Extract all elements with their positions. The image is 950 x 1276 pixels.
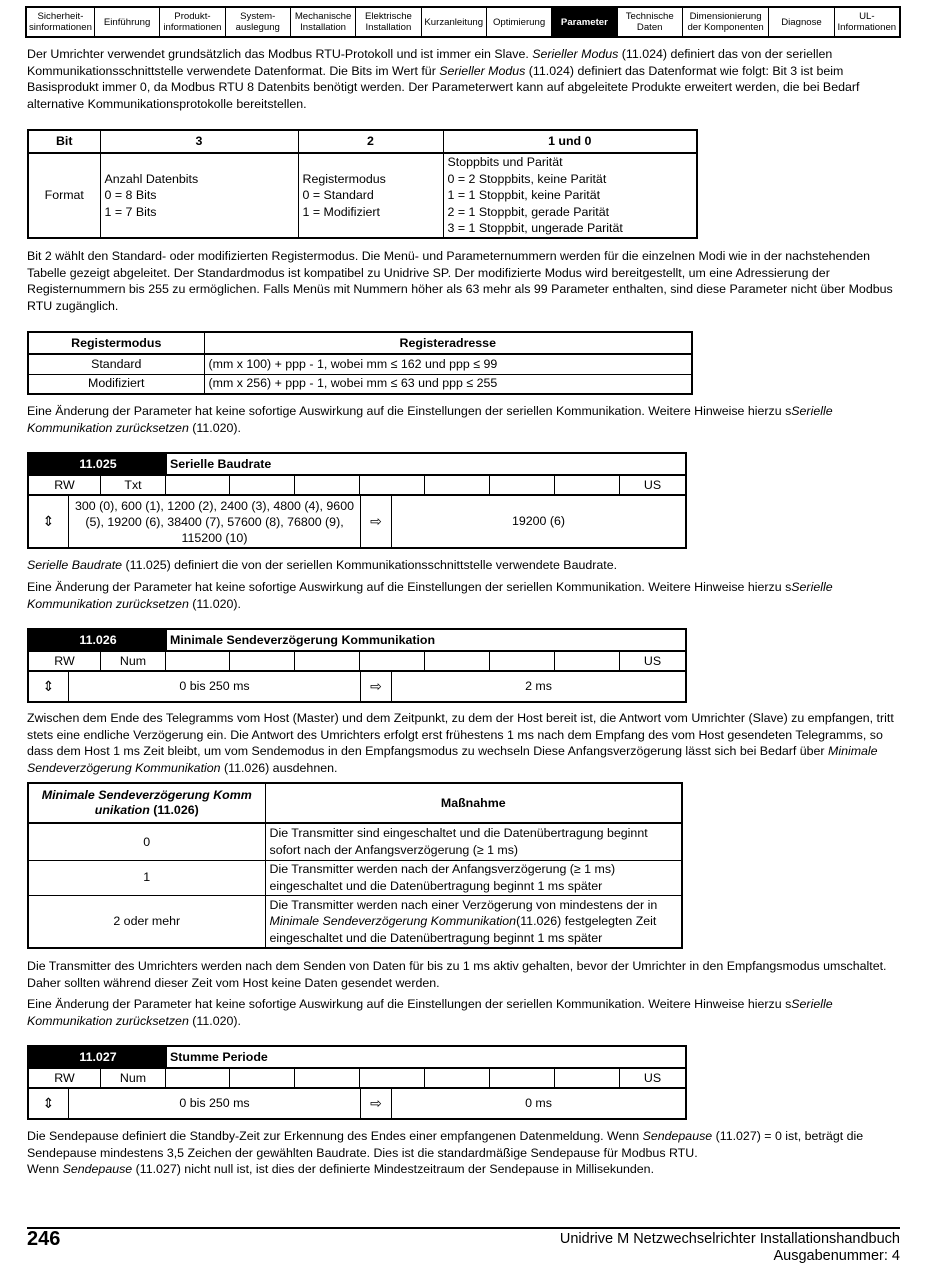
table-cell: Modifiziert [28,374,204,394]
note-paragraph [27,996,902,1029]
param-ref: Serieller Modus [532,47,619,61]
table-cell: 1 [28,860,265,895]
attr-cell [360,652,425,670]
default-arrow-icon: ⇨ [361,1089,392,1118]
nav-tab[interactable]: Kurzanleitung [422,8,487,36]
nav-tab[interactable]: Elektrische Installation [356,8,421,36]
range-icon: ⇕ [29,1089,69,1118]
note-paragraph [27,403,902,436]
param-ref: Sendepause [62,1162,133,1177]
attr-cell: Txt [101,476,166,494]
table-header: 3 [100,130,298,153]
cell-line: Registermodus [302,171,386,186]
cell-line: 1 = Modifiziert [302,204,380,219]
register-table [27,331,693,395]
attr-cell [230,476,295,494]
attr-cell [425,476,490,494]
attr-cell: RW [29,1069,101,1087]
table-row [28,374,692,394]
attr-cell [360,476,425,494]
text: Wenn [27,1162,63,1177]
text: (11.020). [188,420,241,435]
bit3-cell [100,153,298,238]
range-icon: ⇕ [29,496,69,547]
parameter-number: 11.026 [29,630,167,650]
attr-cell [555,476,620,494]
attr-cell [555,652,620,670]
attr-cell [166,476,230,494]
page-number: 246 [27,1228,61,1250]
nav-tab[interactable]: Diagnose [769,8,834,36]
parameter-attributes [29,652,685,672]
table-row [28,895,682,948]
table-header: 2 [298,130,443,153]
table-row [28,860,682,895]
nav-tab[interactable]: Mechanische Installation [291,8,356,36]
text: Zwischen dem Ende des Telegramms vom Host (Master) und dem Zeitpunkt, zu dem der Host bereit ist, die Antwort vom Umrichter (Slave) zu empfangen, tritt stets eine endliche Verzögerung ein. Die Antwort des Umrichters erfolgt erst frühestens 1 ms nach dem Empfang des vom Host gesendeten Telegramms, so dass dem Host 1 ms Zeit bleibt, um vom Sendemodus in den Empfangsmodus zu wechseln Diese Anfangsverzögerung lässt sich bei Bedarf über [27,711,894,759]
delay-paragraph [27,710,902,776]
parameter-attributes [29,476,685,496]
manual-name: Unidrive M Netzwechselrichter Installationshandbuch [559,1231,900,1247]
parameter-default: 0 ms [525,1096,552,1111]
text: Eine Änderung der Parameter hat keine sofortige Auswirkung auf die Einstellungen der seriellen Kommunikation. Weitere Hinweise hierzu s [27,580,792,594]
text: Eine Änderung der Parameter hat keine sofortige Auswirkung auf die Einstellungen der seriellen Kommunikation. Weitere Hinweise hierzu s [27,997,792,1011]
nav-tab[interactable]: Technische Daten [618,8,683,36]
note-paragraph [27,579,902,612]
nav-tab-active[interactable]: Parameter [552,8,617,36]
attr-cell [166,652,230,670]
nav-tab[interactable]: Sicherheit- sinformationen [27,8,95,36]
parameter-name: Stumme Periode [170,1049,268,1064]
cell-line: 0 = 2 Stoppbits, keine Parität [447,171,607,186]
table-row [28,354,692,374]
nav-tab[interactable]: Produkt- informationen [160,8,225,36]
nav-tab[interactable]: Dimensionierung der Komponenten [683,8,769,36]
attr-cell [490,1069,555,1087]
table-cell: (mm x 100) + ppp - 1, wobei mm ≤ 162 und ppp ≤ 99 [204,354,692,374]
intro-paragraph [27,46,902,112]
range-icon: ⇕ [29,672,69,701]
attr-cell [490,476,555,494]
attr-cell: US [643,1070,662,1085]
cell-line: 0 = Standard [302,188,374,203]
cell-line: Stoppbits und Parität [447,155,563,170]
attr-cell [295,1069,360,1087]
attr-cell: Num [101,1069,166,1087]
cell-line: 1 = 1 Stoppbit, keine Parität [447,188,601,203]
table-cell [265,895,682,948]
text: (11.025) definiert die von der seriellen Kommunikationsschnittstelle verwendete Baudrate. [122,558,618,572]
cell-line: 2 = 1 Stoppbit, gerade Parität [447,204,610,219]
param-ref: Serielle Baudrate [27,558,123,572]
parameter-name: Serielle Baudrate [170,456,272,471]
text: (11.024) definiert das Datenformat wie folgt: Bit 3 ist beim Basisprodukt immer 0, da Modbus RTU 8 Datenbits benötigt werden. Der Parameterwert kann auf abgeleitete Produkte erweitert werden, die bei Bedarf alternative Kommunikationsprotokolle bereitstellen. [27,63,860,111]
attr-cell: RW [29,476,101,494]
row-label: Format [28,153,100,238]
header-italic: Minimale Sendeverzögerung Komm unikation [41,788,252,817]
default-arrow-icon: ⇨ [361,496,392,547]
attr-cell [490,652,555,670]
cell-line: 3 = 1 Stoppbit, ungerade Parität [447,221,623,236]
parameter-default: 2 ms [525,679,552,694]
text: (11.027) nicht null ist, ist dies der definierte Mindestzeitraum der Sendepause in Millisekunden. [132,1162,655,1177]
baud-paragraph [27,557,902,574]
table-cell: Die Transmitter werden nach der Anfangsverzögerung (≥ 1 ms) eingeschaltet und die Datenübertragung beginnt 1 ms später [265,860,682,895]
nav-tab[interactable]: System- auslegung [226,8,291,36]
param-ref: Serielle Kommunikation zurücksetzen [27,580,833,611]
attr-cell [555,1069,620,1087]
table-row [28,823,682,860]
attr-cell [230,652,295,670]
header-code: (11.026) [149,803,199,817]
parameter-number: 11.027 [29,1047,167,1067]
attr-cell [295,652,360,670]
attr-cell: RW [29,652,101,670]
attr-cell [230,1069,295,1087]
attr-cell: US [643,477,662,492]
parameter-attributes [29,1069,685,1089]
param-ref: Serielle Kommunikation zurücksetzen [27,404,833,435]
table-header [28,783,265,823]
manual-title [560,1231,900,1265]
text: Die Transmitter werden nach einer Verzögerung von mindestens der in [269,897,658,912]
nav-tab[interactable]: Optimierung [487,8,552,36]
table-header: Registeradresse [204,332,692,354]
parameter-range: 300 (0), 600 (1), 1200 (2), 2400 (3), 4800 (4), 9600 (5), 19200 (6), 38400 (7), 57600 (8), 76800 (9), 115200 (10) [69,496,361,547]
table-header: Bit [28,130,100,153]
issue-number: Ausgabenummer: 4 [773,1248,900,1264]
param-ref: Minimale Sendeverzögerung Kommunikation [27,744,878,775]
table-cell: 2 oder mehr [28,895,265,948]
attr-cell [425,652,490,670]
parameter-range: 0 bis 250 ms [69,672,361,701]
bit10-cell [443,153,697,238]
attr-cell: US [643,653,662,668]
transmit-paragraph: Die Transmitter des Umrichters werden nach dem Senden von Daten für bis zu 1 ms aktiv gehalten, bevor der Umrichter in den Empfangsmodus umschaltet. Daher sollten während dieser Zeit vom Host keine Daten gesendet werden. [27,959,887,990]
delay-table [27,782,683,949]
bit2-cell [298,153,443,238]
text: Die Sendepause definiert die Standby-Zeit zur Erkennung des Endes einer empfangenen Datenmeldung. Wenn [27,1129,643,1143]
param-ref: Sendepause [642,1129,713,1143]
bit2-paragraph: Bit 2 wählt den Standard- oder modifizierten Registermodus. Die Menü- und Parameternummern werden für die einzelnen Modi wie in der nachstehenden Tabelle gezeigt abgeleitet. Der Standardmodus ist kompatibel zu Unidrive SP. Der modifizierte Modus wird bereitgestellt, um eine Adressierung der Registernummern bis 255 zu ermöglichen. Falls Menüs mit Nummern höher als 63 mehr als 99 Parameter enthalten, sind diese Parameter nicht über Modbus RTU zugänglich. [27,249,893,313]
text: (11.020). [188,596,241,611]
parameter-name: Minimale Sendeverzögerung Kommunikation [170,632,436,647]
text: (11.027) = 0 ist, beträgt die Sendepause mindestens 3,5 Zeichen der gewählten Baudrate. Dies ist die standardmäßige Sendepause für Modbus RTU. [27,1129,864,1160]
table-cell: Standard [28,354,204,374]
bit-format-table [27,129,698,239]
table-header: Maßnahme [265,783,682,823]
default-arrow-icon: ⇨ [361,672,392,701]
parameter-box-11026 [27,628,687,703]
parameter-box-11025 [27,452,687,549]
nav-tab[interactable]: Einführung [95,8,160,36]
nav-tab[interactable]: UL- Informationen [837,11,897,33]
text: Eine Änderung der Parameter hat keine sofortige Auswirkung auf die Einstellungen der seriellen Kommunikation. Weitere Hinweise hierzu s [27,404,792,418]
parameter-range: 0 bis 250 ms [69,1089,361,1118]
parameter-default: 19200 (6) [511,514,566,529]
table-header: 1 und 0 [443,130,697,153]
silent-paragraph [27,1128,902,1178]
parameter-number: 11.025 [29,454,167,474]
text: (11.026) festgelegten Zeit eingeschaltet und die Datenübertragung beginnt 1 ms später [269,914,657,945]
chapter-nav [25,6,901,38]
table-header: Registermodus [28,332,204,354]
text: (11.024) definiert das von der seriellen Kommunikationsschnittstelle verwendete Datenformat. Die Bits im Wert für [27,47,833,78]
param-ref: Minimale Sendeverzögerung Kommunikation [269,914,517,928]
cell-line: Anzahl Datenbits [104,171,199,186]
table-cell: Die Transmitter sind eingeschaltet und die Datenübertragung beginnt sofort nach der Anfangsverzögerung (≥ 1 ms) [265,823,682,860]
param-ref: Serielle Kommunikation zurücksetzen [27,997,833,1028]
table-cell: (mm x 256) + ppp - 1, wobei mm ≤ 63 und ppp ≤ 255 [204,374,692,394]
text: (11.026) ausdehnen. [220,760,338,775]
param-ref: Serieller Modus [439,63,526,78]
text: (11.020). [188,1013,241,1028]
footer-divider [27,1227,900,1229]
attr-cell: Num [101,652,166,670]
parameter-box-11027 [27,1045,687,1120]
attr-cell [295,476,360,494]
attr-cell [360,1069,425,1087]
attr-cell [425,1069,490,1087]
table-cell: 0 [28,823,265,860]
cell-line: 1 = 7 Bits [104,204,157,219]
cell-line: 0 = 8 Bits [104,188,157,203]
attr-cell [166,1069,230,1087]
text: Der Umrichter verwendet grundsätzlich das Modbus RTU-Protokoll und ist immer ein Slave. [27,47,533,61]
